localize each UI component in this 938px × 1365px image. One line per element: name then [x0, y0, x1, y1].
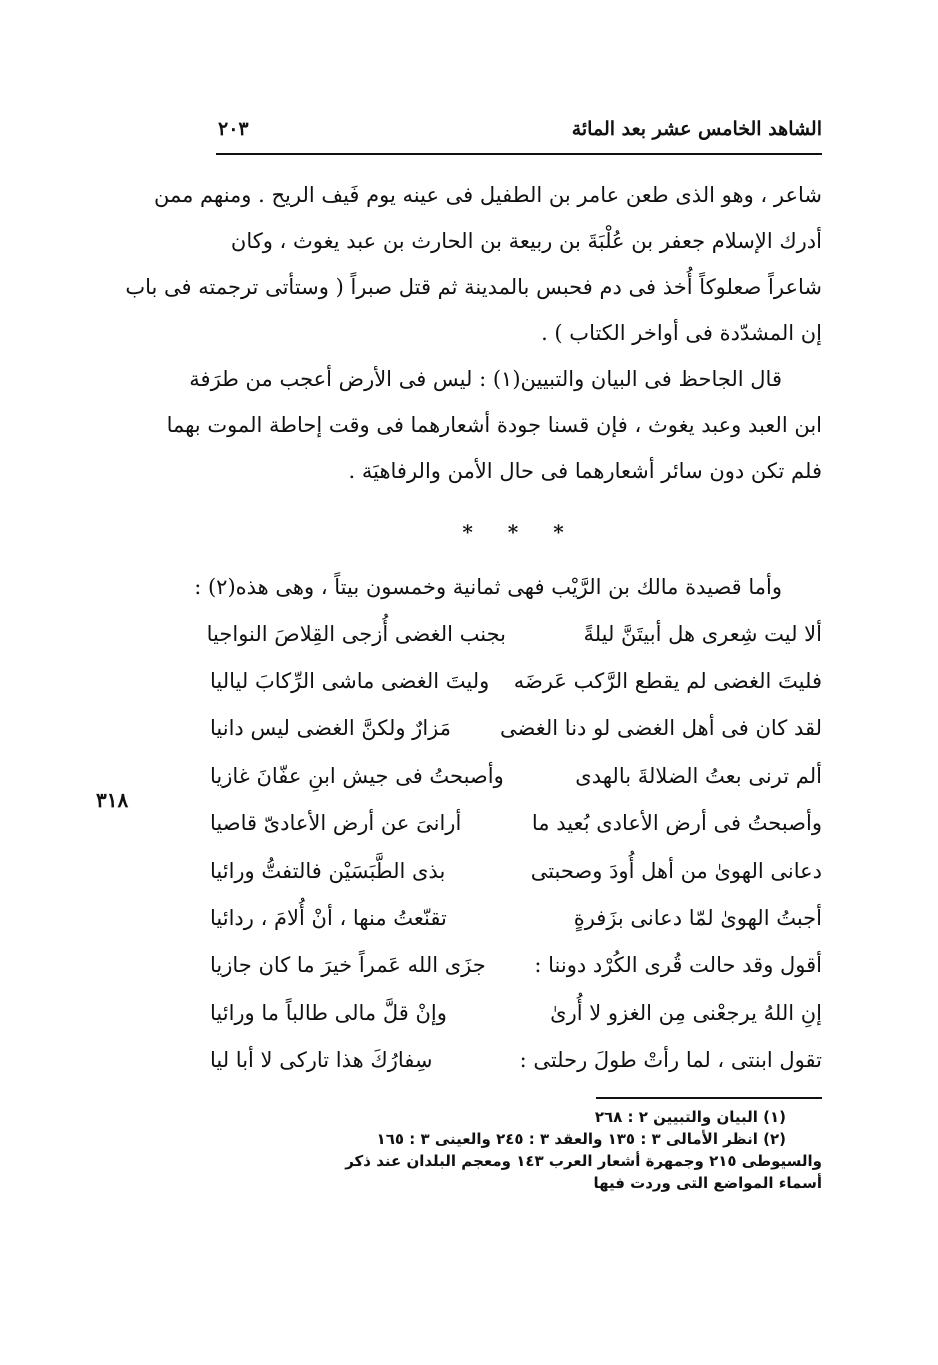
footnote-line: والسيوطى ٢١٥ وجمهرة أشعار العرب ١٤٣ ومعجم البلدان عند ذكر — [345, 1152, 822, 1170]
verse-first-hemistich: ألا ليت شِعرى هل أبيتَنَّ ليلةً — [583, 621, 822, 646]
verse-second-hemistich: أرانىَ عن أرض الأعادىّ قاصيا — [210, 811, 462, 836]
verse-first-hemistich: أجبتُ الهوىٰ لمّا دعانى بزَفرةٍ — [573, 906, 822, 931]
verse-first-hemistich: لقد كان فى أهل الغضى لو دنا الغضى — [500, 716, 822, 741]
verse — [210, 1037, 822, 1084]
poem-intro — [194, 564, 822, 610]
verse-first-hemistich: أقول وقد حالت قُرى الكُرْد دوننا : — [534, 953, 822, 978]
text-line: فلم تكن دون سائر أشعارهما فى حال الأمن والرفاهيَة . — [348, 459, 822, 483]
footnote-line: أسماء المواضع التى وردت فيها — [593, 1174, 822, 1192]
header-rule — [216, 153, 822, 155]
running-header — [218, 112, 822, 146]
verse — [210, 657, 822, 704]
verse-second-hemistich: بذى الطَّبَسَيْن فالتفتُّ ورائيا — [210, 858, 446, 883]
verse — [210, 800, 822, 847]
poem — [206, 610, 822, 1084]
verse-first-hemistich: إنِ اللهُ يرجعْنى مِن الغزو لا أُرىٰ — [550, 1000, 822, 1025]
verse — [210, 752, 822, 799]
verse — [210, 989, 822, 1036]
verse-second-hemistich: وأصبحتُ فى جيش ابنِ عفّانَ غازيا — [210, 763, 504, 788]
verse-second-hemistich: تقنّعتُ منها ، أنْ أُلامَ ، ردائيا — [210, 906, 447, 931]
text-line: شاعراً صعلوكاً أُخذ فى دم فحبس بالمدينة ثم قتل صبراً ( وستأتى ترجمته فى باب — [125, 275, 822, 299]
verse-first-hemistich: دعانى الهوىٰ من أهل أُودَ وصحبتى — [530, 858, 822, 883]
verse — [206, 610, 822, 657]
footnote-line: (١) البيان والتبيين ٢ : ٢٦٨ — [594, 1108, 786, 1126]
verse — [210, 942, 822, 989]
verse — [210, 847, 822, 894]
margin-page-number: ٣١٨ — [96, 788, 129, 812]
paragraph-2 — [166, 356, 822, 494]
verse-first-hemistich: ألم ترنى بعتُ الضلالةَ بالهدى — [575, 763, 822, 788]
paragraph-1 — [125, 172, 822, 356]
footnotes — [212, 1106, 822, 1194]
verse — [210, 894, 822, 941]
verse-second-hemistich: جزَى الله عَمراً خيرَ ما كان جازيا — [210, 953, 486, 978]
text-line: قال الجاحظ فى البيان والتبيين(١) : ليس فى الأرض أعجب من طرَفة — [189, 367, 782, 391]
text-line: ابن العبد وعبد يغوث ، فإن قسنا جودة أشعارهما فى وقت إحاطة الموت بهما — [166, 413, 822, 437]
verse-first-hemistich: تقول ابنتى ، لما رأتْ طولَ رحلتى : — [519, 1048, 822, 1073]
verse-second-hemistich: وليتَ الغضى ماشى الرِّكابَ لياليا — [210, 669, 490, 694]
footnote-line: (٢) انظر الأمالى ٣ : ١٣٥ والعقد ٣ : ٢٤٥ والعينى ٣ : ١٦٥ — [376, 1130, 786, 1148]
footnote-rule — [596, 1097, 822, 1099]
text-line: أدرك الإسلام جعفر بن عُلْبَةَ بن ربيعة بن الحارث بن عبد يغوث ، وكان — [230, 229, 822, 253]
page-number: ٢٠٣ — [218, 118, 249, 140]
section-separator: * * * — [462, 520, 578, 544]
verse — [210, 705, 822, 752]
verse-second-hemistich: وإنْ قلَّ مالى طالباً ما ورائيا — [210, 1000, 447, 1025]
text-line: شاعر ، وهو الذى طعن عامر بن الطفيل فى عينه يوم فَيف الريح . ومنهم ممن — [154, 183, 822, 207]
text-line: وأما قصيدة مالك بن الرَّيْب فهى ثمانية وخمسون بيتاً ، وهى هذه(٢) : — [194, 575, 782, 599]
running-title: الشاهد الخامس عشر بعد المائة — [571, 118, 822, 140]
verse-second-hemistich: مَزارٌ ولكنَّ الغضى ليس دانيا — [210, 716, 451, 741]
verse-first-hemistich: فليتَ الغضى لم يقطع الرَّكب عَرضَه — [513, 669, 822, 694]
verse-first-hemistich: وأصبحتُ فى أرض الأعادى بُعيد ما — [531, 811, 822, 836]
verse-second-hemistich: سِفارُكَ هذا تاركى لا أبا ليا — [210, 1048, 433, 1073]
verse-second-hemistich: بجنب الغضى أُزجى القِلاصَ النواجيا — [206, 621, 506, 646]
text-line: إن المشدّدة فى أواخر الكتاب ) . — [541, 321, 822, 345]
